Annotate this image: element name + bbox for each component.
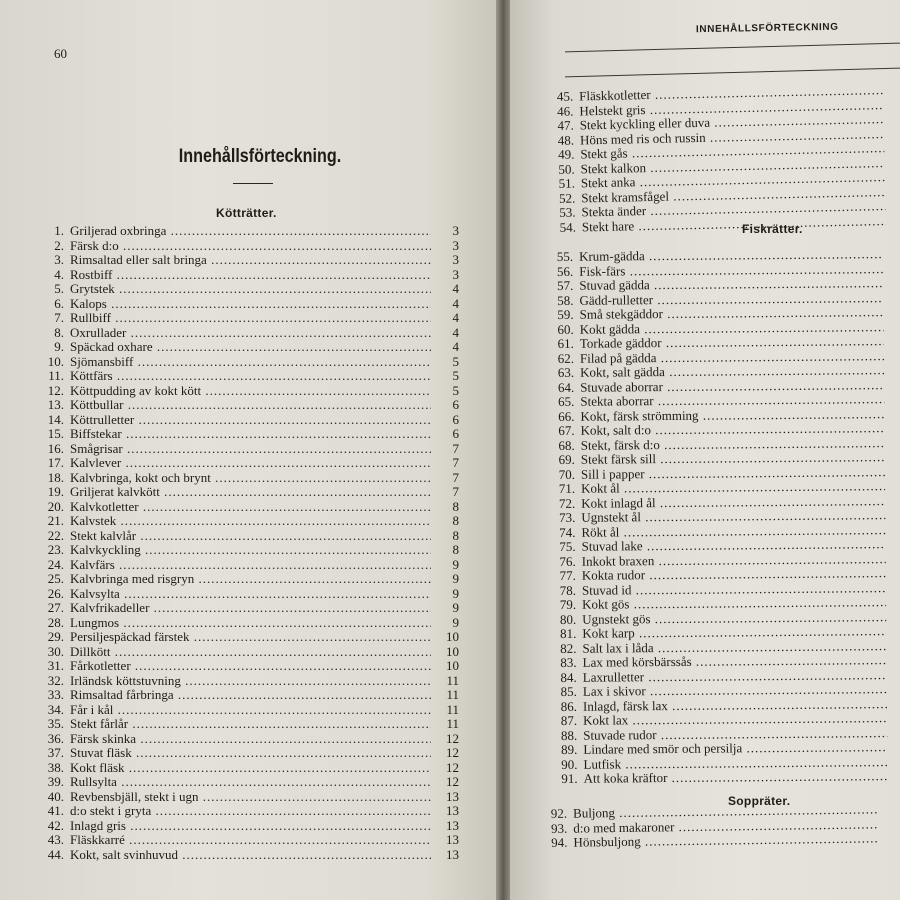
entry-number: 36. [47, 730, 64, 746]
toc-entry [44, 804, 459, 819]
entry-page-number: 6 [452, 426, 459, 441]
entry-title: Torkade gäddor ..... [580, 334, 884, 351]
entry-number: 92. [550, 805, 568, 821]
entry-title: Kalvbringa, kokt och brynt ..... [70, 471, 431, 486]
entry-page-number: 6 [452, 397, 459, 412]
section-heading-soup: Soppräter. [728, 794, 791, 808]
entry-number: 7. [54, 310, 64, 325]
entry-title: Gädd-rulletter ..... [579, 291, 883, 308]
entry-title: Kalvlever ..... [70, 456, 431, 471]
entry-page-number: 10 [446, 629, 459, 644]
entry-page-number: 12 [446, 774, 459, 789]
entry-number: 25. [47, 571, 64, 586]
entry-page-number: 9 [452, 614, 459, 630]
entry-title: Fårkotletter ..... [70, 659, 431, 674]
entry-title: Rimsaltad eller salt bringa ..... [70, 253, 431, 268]
toc-entry [44, 732, 459, 747]
entry-number: 59. [557, 306, 574, 322]
entry-title: Kokt inlagd ål ..... [581, 494, 885, 511]
entry-title: Inkokt braxen ..... [582, 552, 886, 569]
toc-entry [44, 297, 459, 312]
entry-title: Stuvade rudor ..... [583, 726, 887, 743]
entry-number: 8. [54, 324, 64, 340]
entry-number: 13. [47, 397, 64, 412]
entry-number: 40. [47, 788, 64, 804]
entry-title: Kalvfärs ..... [70, 558, 431, 573]
toc-entry [44, 616, 459, 631]
entry-number: 17. [47, 455, 64, 470]
entry-page-number: 4 [452, 339, 459, 354]
entry-number: 71. [558, 480, 576, 496]
entry-number: 26. [47, 585, 64, 601]
entry-title: Biffstekar ..... [70, 427, 431, 442]
entry-number: 50. [558, 161, 575, 177]
section-heading-fish: Fiskrätter. [742, 222, 803, 236]
meat-recipe-list-continued [553, 83, 886, 235]
toc-entry [44, 848, 459, 863]
entry-title: Grytstek ..... [70, 282, 431, 297]
entry-number: 16. [47, 440, 64, 456]
toc-entry [44, 688, 459, 703]
entry-title: Kalvkotletter ..... [70, 500, 431, 515]
entry-title: Stekt kramsfågel ..... [581, 185, 885, 206]
entry-title: Persiljespäckad färstek ..... [70, 630, 431, 645]
toc-entry [44, 384, 459, 399]
entry-page-number: 7 [452, 440, 459, 456]
title-divider [233, 183, 273, 184]
entry-number: 54. [559, 219, 577, 235]
toc-entry [44, 703, 459, 718]
entry-number: 72. [558, 495, 576, 511]
entry-number: 87. [560, 712, 578, 728]
entry-page-number: 13 [446, 832, 459, 847]
entry-title: Stekt kalkon ..... [581, 156, 885, 177]
entry-page-number: 13 [446, 817, 459, 833]
entry-number: 24. [47, 556, 64, 572]
entry-number: 11. [48, 368, 64, 383]
toc-entry [44, 775, 459, 790]
toc-entry [44, 746, 459, 761]
entry-title: Kokt, salt gädda ..... [580, 363, 884, 380]
entry-title: Kalvstek ..... [70, 514, 431, 529]
entry-title: Stekt gås ..... [580, 141, 884, 162]
entry-page-number: 3 [452, 266, 459, 282]
entry-number: 9. [54, 339, 64, 354]
entry-page-number: 3 [452, 252, 459, 267]
entry-number: 27. [47, 600, 64, 615]
entry-number: 39. [47, 774, 64, 789]
entry-number: 34. [47, 701, 64, 717]
toc-entry [44, 543, 459, 558]
entry-title: Stuvad lake ..... [582, 537, 886, 554]
entry-title: Revbensbjäll, stekt i ugn ..... [70, 790, 431, 805]
entry-number: 82. [560, 640, 577, 656]
entry-title: Köttbullar ..... [70, 398, 431, 413]
entry-number: 10. [47, 353, 64, 369]
toc-entry [44, 326, 459, 341]
entry-title: Kokt gädda ..... [580, 320, 884, 337]
entry-number: 1. [54, 223, 64, 238]
entry-title: Kokt ål ..... [581, 479, 885, 496]
entry-page-number: 3 [452, 237, 459, 253]
entry-title: Rullbiff ..... [70, 311, 431, 326]
entry-number: 15. [47, 426, 64, 441]
entry-title: Stekt fårlår ..... [70, 717, 431, 732]
entry-page-number: 12 [446, 745, 459, 760]
toc-entry [44, 717, 459, 732]
entry-number: 28. [47, 614, 64, 630]
toc-entry [44, 601, 459, 616]
toc-entry [44, 572, 459, 587]
entry-title: Kokt, färsk strömming ..... [580, 407, 884, 424]
entry-page-number: 7 [452, 484, 459, 499]
entry-number: 14. [47, 411, 64, 427]
entry-title: Filad på gädda ..... [580, 349, 884, 366]
toc-entry [44, 558, 459, 573]
entry-number: 31. [47, 658, 64, 673]
page-title: Innehållsförteckning. [178, 146, 342, 167]
entry-title: Kokt gös ..... [582, 595, 886, 612]
entry-page-number: 5 [452, 368, 459, 383]
fish-recipe-list [553, 247, 888, 786]
toc-entry [44, 471, 459, 486]
entry-title: Kalvkyckling ..... [70, 543, 431, 558]
entry-number: 70. [558, 466, 576, 482]
entry-title: Stekt, färsk d:o ..... [581, 436, 885, 453]
entry-title: Fisk-färs ..... [579, 262, 883, 279]
entry-title: d:o stekt i gryta ..... [70, 804, 431, 819]
entry-number: 19. [47, 484, 64, 499]
entry-page-number: 6 [452, 411, 459, 427]
entry-title: Kokt karp ..... [582, 624, 886, 641]
entry-title: Kokt, salt d:o ..... [581, 421, 885, 438]
entry-page-number: 12 [446, 730, 459, 746]
toc-entry [44, 833, 459, 848]
entry-title: Kalvsylta ..... [70, 587, 431, 602]
entry-title: Att koka kräftor ..... [584, 769, 888, 786]
toc-entry [44, 413, 459, 428]
entry-number: 61. [557, 335, 574, 351]
entry-number: 67. [558, 422, 575, 438]
toc-entry [44, 239, 459, 254]
entry-page-number: 4 [452, 324, 459, 340]
entry-page-number: 8 [452, 498, 459, 514]
entry-number: 60. [557, 321, 574, 337]
entry-title: Griljerad oxbringa ..... [70, 224, 431, 239]
entry-number: 38. [47, 759, 64, 775]
entry-page-number: 4 [452, 295, 459, 311]
entry-title: Stekt kyckling eller duva ..... [580, 112, 884, 133]
entry-number: 66. [558, 408, 575, 424]
entry-number: 81. [560, 625, 577, 641]
toc-entry [44, 355, 459, 370]
entry-title: Rimsaltad fårbringa ..... [70, 688, 431, 703]
entry-page-number: 7 [452, 469, 459, 485]
entry-title: Ugnstekt gös ..... [582, 610, 886, 627]
entry-title: Stekt anka ..... [581, 170, 885, 191]
toc-entry [558, 769, 888, 786]
entry-number: 69. [558, 451, 575, 467]
entry-page-number: 9 [452, 571, 459, 586]
entry-number: 83. [560, 654, 577, 670]
toc-entry [44, 369, 459, 384]
toc-entry [44, 456, 459, 471]
entry-title: Kalvbringa med risgryn ..... [70, 572, 431, 587]
entry-title: Rökt ål ..... [581, 523, 885, 540]
entry-title: Sill i papper ..... [581, 465, 885, 482]
entry-title: Inlagd gris ..... [70, 819, 431, 834]
entry-number: 22. [47, 527, 64, 543]
toc-entry [44, 427, 459, 442]
entry-number: 89. [561, 741, 578, 757]
entry-title: Stekta aborrar ..... [580, 392, 884, 409]
toc-entry [44, 311, 459, 326]
book-gutter [496, 0, 510, 900]
entry-title: Stuvade aborrar ..... [580, 378, 884, 395]
entry-number: 86. [560, 698, 578, 714]
entry-title: Köttrulletter ..... [70, 413, 431, 428]
entry-number: 2. [54, 237, 64, 253]
entry-page-number: 13 [446, 788, 459, 804]
entry-page-number: 8 [452, 513, 459, 528]
entry-number: 47. [557, 117, 574, 133]
entry-title: Smågrisar ..... [70, 442, 431, 457]
entry-title: Stekt färsk sill ..... [581, 450, 885, 467]
entry-title: Ugnstekt ål ..... [581, 508, 885, 525]
toc-entry [44, 587, 459, 602]
entry-title: Hönsbuljong ..... [573, 831, 877, 850]
meat-recipe-list [44, 224, 459, 862]
entry-title: Lutfisk ..... [583, 755, 887, 772]
toc-entry [44, 224, 459, 239]
entry-title: Kalvfrikadeller ..... [70, 601, 431, 616]
entry-number: 3. [54, 252, 64, 267]
entry-number: 73. [559, 509, 576, 525]
entry-title: Färsk skinka ..... [70, 732, 431, 747]
entry-title: Dillkött ..... [70, 645, 431, 660]
entry-title: Lax i skivor ..... [583, 682, 887, 699]
entry-number: 32. [47, 672, 64, 688]
entry-page-number: 13 [446, 803, 459, 818]
entry-number: 78. [559, 582, 577, 598]
entry-page-number: 11 [446, 716, 459, 731]
entry-number: 53. [559, 204, 576, 220]
entry-title: Inlagd, färsk lax ..... [583, 697, 887, 714]
entry-number: 18. [47, 469, 64, 485]
toc-entry [44, 253, 459, 268]
entry-page-number: 4 [452, 281, 459, 296]
toc-entry [44, 761, 459, 776]
entry-number: 52. [558, 190, 576, 206]
entry-number: 79. [559, 596, 577, 612]
toc-entry [44, 645, 459, 660]
entry-title: Kokt fläsk ..... [70, 761, 431, 776]
entry-page-number: 10 [446, 658, 459, 673]
entry-number: 55. [556, 248, 574, 264]
entry-title: Stuvad id ..... [582, 581, 886, 598]
toc-entry [44, 282, 459, 297]
entry-number: 29. [47, 629, 64, 644]
entry-title: Köttpudding av kokt kött ..... [70, 384, 431, 399]
entry-number: 76. [559, 553, 576, 569]
entry-title: Stuvad gädda ..... [579, 276, 883, 293]
entry-number: 91. [561, 770, 578, 786]
entry-title: Späckad oxhare ..... [70, 340, 431, 355]
entry-number: 80. [559, 611, 577, 627]
toc-entry [44, 514, 459, 529]
entry-number: 68. [558, 437, 575, 453]
entry-title: Lindare med smör och persilja ..... [583, 740, 887, 757]
toc-entry [44, 398, 459, 413]
entry-title: Krum-gädda ..... [579, 247, 883, 264]
entry-number: 46. [557, 103, 574, 119]
entry-number: 42. [47, 817, 64, 833]
entry-title: Stekt hare ..... [582, 214, 886, 235]
entry-number: 4. [54, 266, 64, 282]
entry-page-number: 9 [452, 556, 459, 572]
entry-number: 63. [557, 364, 575, 380]
toc-entry [44, 485, 459, 500]
entry-title: Kokt lax ..... [583, 711, 887, 728]
entry-number: 51. [558, 175, 576, 191]
entry-title: Salt lax i låda ..... [582, 639, 886, 656]
entry-number: 93. [550, 820, 568, 836]
toc-entry [44, 442, 459, 457]
entry-page-number: 11 [446, 672, 459, 688]
entry-number: 30. [47, 643, 64, 659]
entry-page-number: 9 [452, 585, 459, 601]
entry-number: 88. [560, 727, 578, 743]
entry-number: 74. [559, 524, 576, 540]
entry-number: 49. [557, 146, 575, 162]
entry-title: Rullsylta ..... [70, 775, 431, 790]
entry-title: Buljong ..... [573, 802, 877, 821]
entry-title: Irländsk köttstuvning ..... [70, 674, 431, 689]
entry-number: 85. [560, 683, 577, 699]
entry-title: Lungmos ..... [70, 616, 431, 631]
entry-page-number: 12 [446, 759, 459, 775]
entry-title: Stekt kalvlår ..... [70, 529, 431, 544]
entry-title: Kalops ..... [70, 297, 431, 312]
entry-number: 35. [47, 716, 64, 731]
entry-number: 57. [556, 277, 574, 293]
entry-page-number: 11 [446, 687, 459, 702]
toc-entry [44, 790, 459, 805]
entry-number: 23. [47, 542, 64, 557]
entry-number: 75. [559, 538, 576, 554]
entry-number: 44. [47, 846, 64, 862]
entry-title: Får i kål ..... [70, 703, 431, 718]
entry-number: 45. [556, 88, 574, 104]
entry-number: 48. [557, 132, 575, 148]
toc-entry [44, 659, 459, 674]
entry-number: 5. [54, 281, 64, 296]
entry-number: 33. [47, 687, 64, 702]
entry-page-number: 9 [452, 600, 459, 615]
entry-number: 90. [561, 756, 578, 772]
entry-number: 12. [47, 382, 64, 398]
toc-entry [44, 630, 459, 645]
entry-title: Helstekt gris ..... [579, 98, 883, 119]
entry-number: 43. [47, 832, 64, 847]
entry-page-number: 5 [452, 382, 459, 398]
entry-title: Kokt, salt svinhuvud ..... [70, 848, 431, 863]
entry-title: Griljerat kalvkött ..... [70, 485, 431, 500]
entry-number: 41. [47, 803, 64, 818]
entry-title: Rostbiff ..... [70, 268, 431, 283]
entry-title: Fläskkotletter ..... [579, 83, 883, 104]
entry-title: Laxrulletter ..... [583, 668, 887, 685]
entry-number: 37. [47, 745, 64, 760]
entry-number: 21. [47, 513, 64, 528]
entry-title: Sjömansbiff ..... [70, 355, 431, 370]
entry-page-number: 11 [446, 701, 459, 717]
soup-recipe-list [547, 802, 878, 850]
toc-entry [44, 340, 459, 355]
entry-number: 77. [559, 567, 576, 583]
entry-number: 84. [560, 669, 577, 685]
entry-page-number: 10 [446, 643, 459, 659]
toc-entry [44, 819, 459, 834]
entry-number: 58. [557, 292, 574, 308]
entry-number: 56. [556, 263, 574, 279]
section-heading-meat: Kötträtter. [216, 206, 277, 220]
entry-number: 65. [558, 393, 575, 409]
toc-entry [44, 529, 459, 544]
entry-number: 20. [47, 498, 64, 514]
entry-title: Kokta rudor ..... [582, 566, 886, 583]
entry-title: Höns med ris och russin ..... [580, 127, 884, 148]
entry-page-number: 13 [446, 846, 459, 862]
entry-number: 62. [557, 350, 575, 366]
entry-title: Stekta änder ..... [581, 199, 885, 220]
entry-number: 6. [54, 295, 64, 311]
entry-title: Köttfärs ..... [70, 369, 431, 384]
entry-title: d:o med makaroner ..... [573, 817, 877, 836]
entry-page-number: 8 [452, 527, 459, 543]
entry-page-number: 4 [452, 310, 459, 325]
entry-title: Små stekgäddor ..... [580, 305, 884, 322]
toc-entry [44, 500, 459, 515]
entry-page-number: 7 [452, 455, 459, 470]
entry-page-number: 3 [452, 223, 459, 238]
entry-title: Färsk d:o ..... [70, 239, 431, 254]
entry-title: Stuvat fläsk ..... [70, 746, 431, 761]
entry-title: Fläskkarré ..... [70, 833, 431, 848]
entry-title: Lax med körsbärssås ..... [583, 653, 887, 670]
entry-number: 64. [557, 379, 575, 395]
entry-number: 94. [551, 834, 568, 850]
toc-entry [44, 268, 459, 283]
toc-entry [44, 674, 459, 689]
page-number: 60 [54, 46, 67, 61]
entry-title: Oxrullader ..... [70, 326, 431, 341]
entry-page-number: 8 [452, 542, 459, 557]
running-head: INNEHÅLLSFÖRTECKNING [695, 21, 839, 36]
entry-page-number: 5 [452, 353, 459, 369]
